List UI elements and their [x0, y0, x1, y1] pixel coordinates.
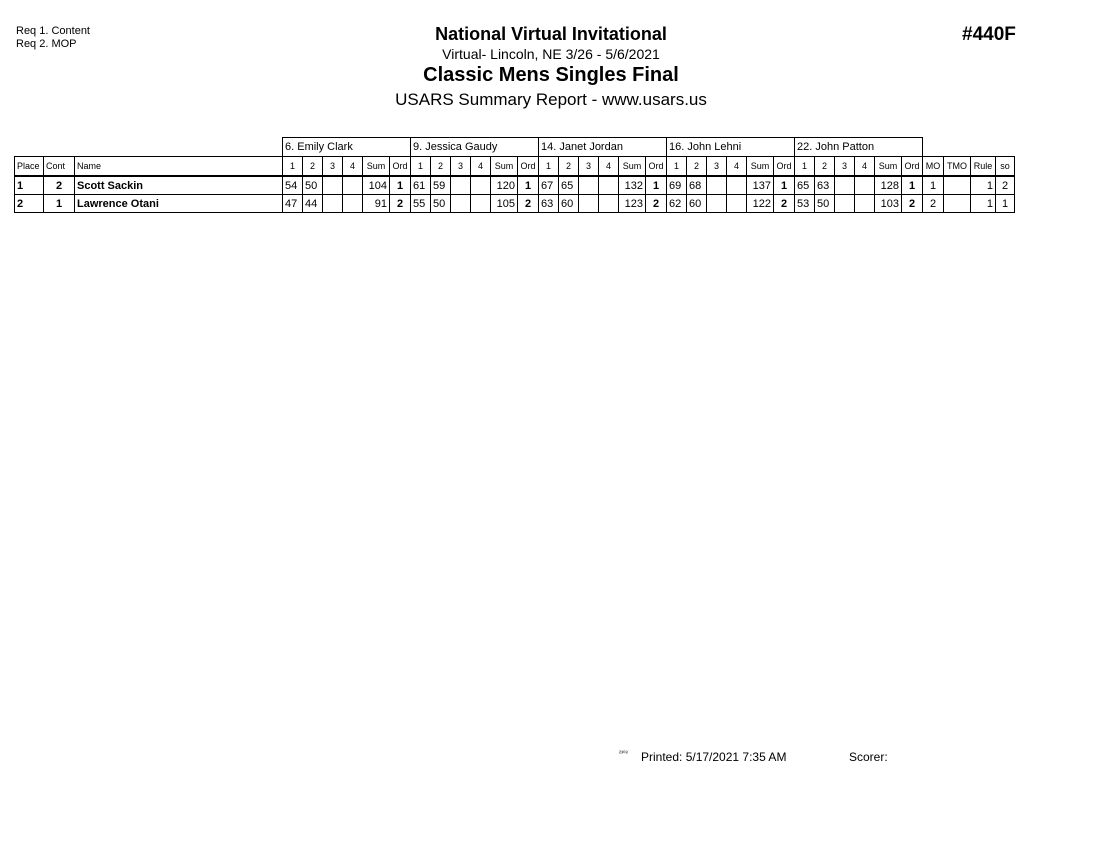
score-3-cell: [451, 195, 471, 213]
ord-cell: 2: [902, 195, 923, 213]
score-2-cell: 68: [687, 176, 707, 195]
col-score-2: 2: [303, 157, 323, 177]
score-1-cell: 69: [667, 176, 687, 195]
cont-cell: 1: [44, 195, 75, 213]
score-1-cell: 55: [411, 195, 431, 213]
col-score-4: 4: [343, 157, 363, 177]
place-cell: 1: [15, 176, 44, 195]
score-3-cell: [323, 195, 343, 213]
score-4-cell: [727, 176, 747, 195]
col-score-2: 2: [687, 157, 707, 177]
col-mo: MO: [923, 157, 944, 177]
report-line: USARS Summary Report - www.usars.us: [395, 90, 707, 109]
col-score-4: 4: [855, 157, 875, 177]
score-3-cell: [707, 176, 727, 195]
name-cell: Lawrence Otani: [75, 195, 283, 213]
ord-cell: 1: [902, 176, 923, 195]
sum-cell: 120: [491, 176, 518, 195]
sum-cell: 91: [363, 195, 390, 213]
score-1-cell: 67: [539, 176, 559, 195]
requirement-1: Req 1. Content: [16, 25, 90, 37]
rule-cell: 1: [971, 176, 996, 195]
printed-timestamp: Printed: 5/17/2021 7:35 AM: [641, 750, 787, 764]
score-3-cell: [579, 195, 599, 213]
col-score-1: 1: [539, 157, 559, 177]
ord-cell: 2: [774, 195, 795, 213]
sum-cell: 123: [619, 195, 646, 213]
score-1-cell: 65: [795, 176, 815, 195]
col-score-3: 3: [707, 157, 727, 177]
score-4-cell: [471, 176, 491, 195]
mo-cell: 2: [923, 195, 944, 213]
judge-name: 14. Janet Jordan: [539, 138, 667, 157]
col-ord: Ord: [774, 157, 795, 177]
col-sum: Sum: [619, 157, 646, 177]
score-4-cell: [343, 195, 363, 213]
col-ord: Ord: [518, 157, 539, 177]
sum-cell: 132: [619, 176, 646, 195]
sum-cell: 128: [875, 176, 902, 195]
so-cell: 1: [996, 195, 1015, 213]
sum-cell: 104: [363, 176, 390, 195]
score-4-cell: [727, 195, 747, 213]
score-3-cell: [579, 176, 599, 195]
mo-cell: 1: [923, 176, 944, 195]
col-score-2: 2: [815, 157, 835, 177]
score-2-cell: 50: [303, 176, 323, 195]
score-2-cell: 63: [815, 176, 835, 195]
col-ord: Ord: [646, 157, 667, 177]
col-score-4: 4: [599, 157, 619, 177]
table-row: [15, 195, 1015, 213]
col-score-3: 3: [451, 157, 471, 177]
judge-name: 6. Emily Clark: [283, 138, 411, 157]
col-score-4: 4: [471, 157, 491, 177]
cont-cell: 2: [44, 176, 75, 195]
scorer-label: Scorer:: [849, 750, 888, 764]
score-1-cell: 47: [283, 195, 303, 213]
col-ord: Ord: [390, 157, 411, 177]
ord-cell: 1: [774, 176, 795, 195]
score-2-cell: 50: [431, 195, 451, 213]
score-3-cell: [323, 176, 343, 195]
score-2-cell: 44: [303, 195, 323, 213]
col-score-2: 2: [559, 157, 579, 177]
judge-name: 9. Jessica Gaudy: [411, 138, 539, 157]
score-1-cell: 63: [539, 195, 559, 213]
col-score-1: 1: [283, 157, 303, 177]
score-4-cell: [343, 176, 363, 195]
sum-cell: 137: [747, 176, 774, 195]
score-1-cell: 54: [283, 176, 303, 195]
col-so: so: [996, 157, 1015, 177]
col-score-3: 3: [323, 157, 343, 177]
ord-cell: 2: [646, 195, 667, 213]
score-4-cell: [855, 195, 875, 213]
score-2-cell: 60: [687, 195, 707, 213]
col-ord: Ord: [902, 157, 923, 177]
footer-code: ²³⁰⁸: [619, 751, 628, 757]
col-score-1: 1: [411, 157, 431, 177]
rule-cell: 1: [971, 195, 996, 213]
col-score-2: 2: [431, 157, 451, 177]
col-sum: Sum: [491, 157, 518, 177]
score-2-cell: 50: [815, 195, 835, 213]
tmo-cell: [944, 195, 971, 213]
col-rule: Rule: [971, 157, 996, 177]
place-cell: 2: [15, 195, 44, 213]
col-score-4: 4: [727, 157, 747, 177]
score-2-cell: 65: [559, 176, 579, 195]
col-name: Name: [75, 157, 283, 177]
score-3-cell: [835, 176, 855, 195]
score-4-cell: [855, 176, 875, 195]
so-cell: 2: [996, 176, 1015, 195]
sum-cell: 105: [491, 195, 518, 213]
col-score-1: 1: [667, 157, 687, 177]
col-cont: Cont: [44, 157, 75, 177]
sum-cell: 122: [747, 195, 774, 213]
ord-cell: 1: [646, 176, 667, 195]
table-row: [15, 176, 1015, 195]
col-score-3: 3: [835, 157, 855, 177]
judge-name: 16. John Lehni: [667, 138, 795, 157]
ord-cell: 2: [390, 195, 411, 213]
score-3-cell: [835, 195, 855, 213]
col-sum: Sum: [875, 157, 902, 177]
score-4-cell: [599, 176, 619, 195]
ord-cell: 1: [390, 176, 411, 195]
score-2-cell: 60: [559, 195, 579, 213]
judge-name: 22. John Patton: [795, 138, 923, 157]
results-table: [14, 137, 1015, 213]
event-number: #440F: [962, 24, 1016, 45]
col-tmo: TMO: [944, 157, 971, 177]
competition-title: National Virtual Invitational: [435, 24, 667, 44]
col-score-3: 3: [579, 157, 599, 177]
score-2-cell: 59: [431, 176, 451, 195]
judge-header-row: [15, 138, 1015, 157]
score-4-cell: [471, 195, 491, 213]
score-1-cell: 53: [795, 195, 815, 213]
score-1-cell: 61: [411, 176, 431, 195]
tmo-cell: [944, 176, 971, 195]
score-3-cell: [707, 195, 727, 213]
event-name: Classic Mens Singles Final: [423, 64, 679, 86]
score-4-cell: [599, 195, 619, 213]
name-cell: Scott Sackin: [75, 176, 283, 195]
score-3-cell: [451, 176, 471, 195]
col-sum: Sum: [747, 157, 774, 177]
sum-cell: 103: [875, 195, 902, 213]
ord-cell: 1: [518, 176, 539, 195]
competition-location: Virtual- Lincoln, NE 3/26 - 5/6/2021: [442, 46, 660, 62]
col-place: Place: [15, 157, 44, 177]
score-1-cell: 62: [667, 195, 687, 213]
requirement-2: Req 2. MOP: [16, 38, 77, 50]
ord-cell: 2: [518, 195, 539, 213]
col-score-1: 1: [795, 157, 815, 177]
column-header-row: [15, 157, 1015, 177]
col-sum: Sum: [363, 157, 390, 177]
